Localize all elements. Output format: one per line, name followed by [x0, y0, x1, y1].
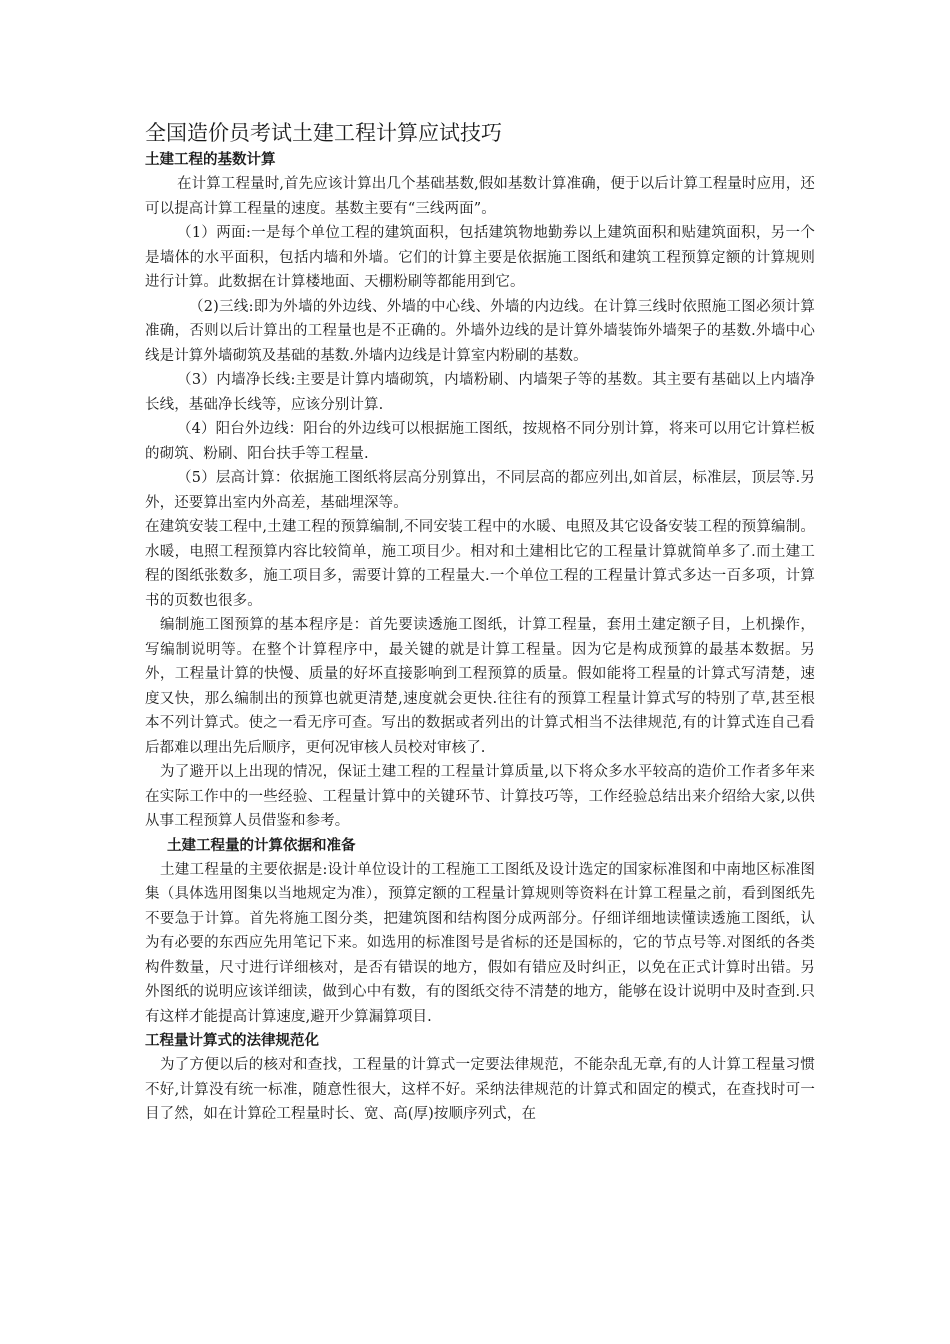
paragraph: （1）两面:一是每个单位工程的建筑面积，包括建筑物地勤劵以上建筑面积和贴建筑面积，另一个是墙体的水平面积，包括内墙和外墙。它们的计算主要是依据施工图纸和建筑工程预算定额的计算规则进行计算。此数据在计算楼地面、天棚粉刷等都能用到它。 — [145, 225, 815, 290]
paragraph: 编制施工图预算的基本程序是：首先要读透施工图纸，计算工程量，套用土建定额子目，上机操作，写编制说明等。在整个计算程序中，最关键的就是计算工程量。因为它是构成预算的最基本数据。另外，工程量计算的快慢、质量的好坏直接影响到工程预算的质量。假如能将工程量的计算式写清楚，速度又快，那么编制出的预算也就更清楚,速度就会更快.往往有的预算工程量计算式写的特别了草,甚至根本不列计算式。使之一看无序可查。写出的数据或者列出的计算式相当不法律规范,有的计算式连自己看后都难以理出先后顺序，更何况审核人员校对审核了. — [145, 617, 815, 756]
paragraph: 为了避开以上出现的情况，保证土建工程的工程量计算质量,以下将众多水平较高的造价工作者多年来在实际工作中的一些经验、工程量计算中的关键环节、计算技巧等，工作经验总结出来介绍给大家,以供从事工程预算人员借鉴和参考。 — [145, 764, 815, 829]
paragraph: （3）内墙净长线:主要是计算内墙砌筑，内墙粉刷、内墙架子等的基数。其主要有基础以上内墙净长线，基础净长线等，应该分别计算. — [145, 372, 815, 413]
document-page — [145, 118, 815, 1127]
paragraph: 在计算工程量时,首先应该计算出几个基础基数,假如基数计算准确，便于以后计算工程量时应用，还可以提高计算工程量的速度。基数主要有“三线两面”。 — [145, 176, 815, 217]
paragraph: 土建工程量的主要依据是:设计单位设计的工程施工工图纸及设计选定的国家标准图和中南地区标准图集（具体选用图集以当地规定为准），预算定额的工程量计算规则等资料在计算工程量之前，看到图纸先不要急于计算。首先将施工图分类，把建筑图和结构图分成两部分。仔细详细地读懂读透施工图纸，认为有必要的东西应先用笔记下来。如选用的标准图号是省标的还是国标的，它的节点号等.对图纸的各类构件数量，尺寸进行详细核对，是否有错误的地方，假如有错应及时纠正，以免在正式计算时出错。另外图纸的说明应该详细读，做到心中有数，有的图纸交待不清楚的地方，能够在设计说明中及时查到.只有这样才能提高计算速度,避开少算漏算项目. — [145, 861, 815, 1025]
section-heading-formula: 工程量计算式的法律规范化 — [145, 1033, 319, 1049]
paragraph: （5）层高计算：依据施工图纸将层高分别算出，不同层高的都应列出,如首层，标准层，顶层等.另外，还要算出室内外高差，基础埋深等。 — [145, 470, 815, 511]
document-title: 全国造价员考试土建工程计算应试技巧 — [145, 121, 502, 145]
section-heading-base-calc: 土建工程的基数计算 — [145, 152, 276, 168]
paragraph: 在建筑安装工程中,土建工程的预算编制,不同安装工程中的水暖、电照及其它设备安装工程的预算编制。水暖，电照工程预算内容比较简单，施工项目少。相对和土建相比它的工程量计算就简单多了.而土建工程的图纸张数多，施工项目多，需要计算的工程量大.一个单位工程的工程量计算式多达一百多项，计算书的页数也很多。 — [145, 519, 815, 609]
paragraph: 为了方便以后的核对和查找，工程量的计算式一定要法律规范，不能杂乱无章,有的人计算工程量习惯不好,计算没有统一标准，随意性很大，这样不好。采纳法律规范的计算式和固定的模式，在查找时可一目了然，如在计算砼工程量时长、宽、高(厚)按顺序列式，在 — [145, 1057, 815, 1122]
paragraph: （2)三线:即为外墙的外边线、外墙的中心线、外墙的内边线。在计算三线时依照施工图必须计算准确，否则以后计算出的工程量也是不正确的。外墙外边线的是计算外墙装饰外墙架子的基数.外墙中心线是计算外墙砌筑及基础的基数.外墙内边线是计算室内粉刷的基数。 — [145, 298, 815, 364]
section-heading-basis: 土建工程量的计算依据和准备 — [167, 837, 356, 854]
paragraph: （4）阳台外边线：阳台的外边线可以根据施工图纸，按规格不同分别计算，将来可以用它计算栏板的砌筑、粉刷、阳台扶手等工程量. — [145, 421, 815, 462]
